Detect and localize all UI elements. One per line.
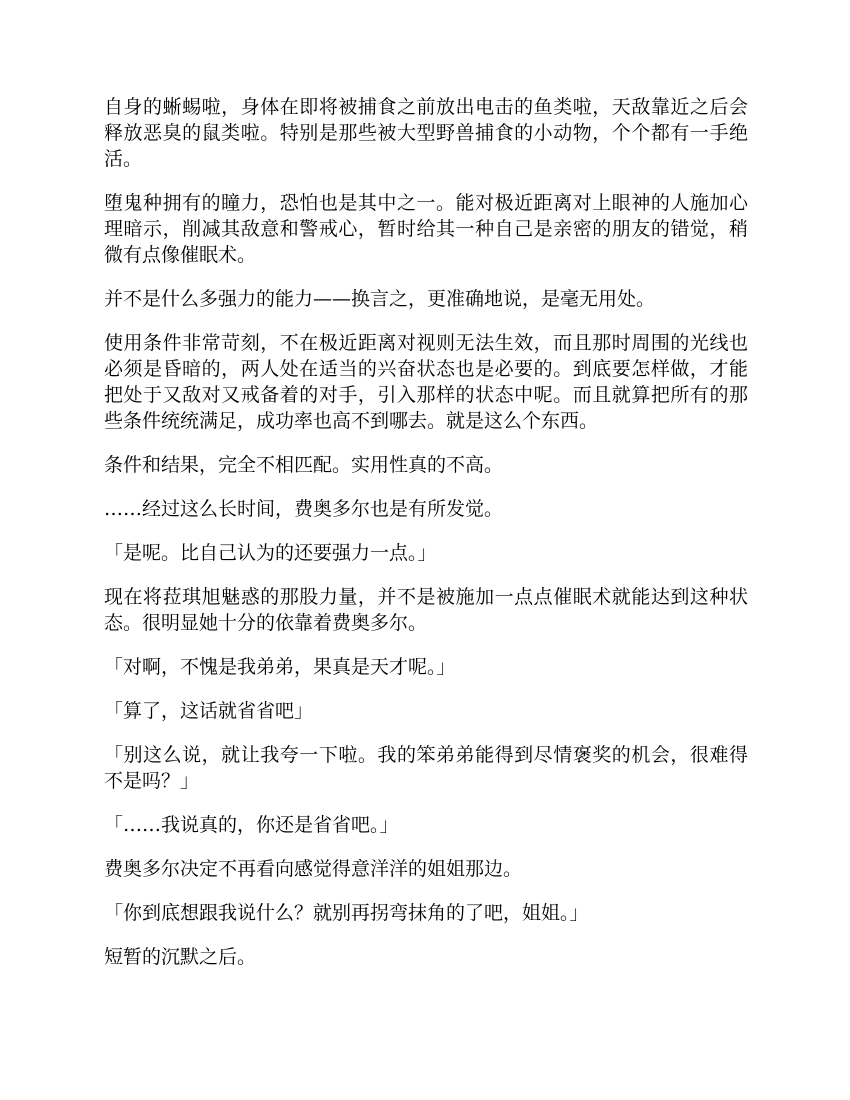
paragraph: 并不是什么多强力的能力——换言之，更准确地说，是毫无用处。: [104, 288, 656, 310]
dialogue-line: 「对啊，不愧是我弟弟，果真是天才呢。」: [104, 656, 456, 678]
dialogue-line: 「别这么说，就让我夸一下啦。我的笨弟弟能得到尽情褒奖的机会，很难得不是吗？」: [104, 744, 748, 792]
paragraph: 自身的蜥蜴啦，身体在即将被捕食之前放出电击的鱼类啦，天敌靠近之后会释放恶臭的鼠类啦。特别是那些被大型野兽捕食的小动物，个个都有一手绝活。: [104, 96, 748, 170]
dialogue-line: 「……我说真的，你还是省省吧。」: [104, 814, 399, 836]
dialogue-line: 「算了，这话就省省吧」: [104, 700, 314, 722]
paragraph: 使用条件非常苛刻，不在极近距离对视则无法生效，而且那时周围的光线也必须是昏暗的，两人处在适当的兴奋状态也是必要的。到底要怎样做，才能把处于又敌对又戒备着的对手，引入那样的状态中呢。而且就算把所有的那些条件统统满足，成功率也高不到哪去。就是这么个东西。: [104, 332, 748, 432]
document-body: [104, 94, 748, 988]
paragraph: 条件和结果，完全不相匹配。实用性真的不高。: [104, 454, 504, 476]
paragraph: 短暂的沉默之后。: [104, 946, 257, 968]
dialogue-line: 「你到底想跟我说什么？就别再拐弯抹角的了吧，姐姐。」: [104, 902, 589, 924]
paragraph: ……经过这么长时间，费奥多尔也是有所发觉。: [104, 498, 504, 520]
paragraph: 堕鬼种拥有的瞳力，恐怕也是其中之一。能对极近距离对上眼神的人施加心理暗示，削减其敌意和警戒心，暂时给其一种自己是亲密的朋友的错觉，稍微有点像催眠术。: [104, 192, 748, 266]
paragraph: 费奥多尔决定不再看向感觉得意洋洋的姐姐那边。: [104, 858, 523, 880]
dialogue-line: 「是呢。比自己认为的还要强力一点。」: [104, 542, 437, 564]
paragraph: 现在将菈琪旭魅惑的那股力量，并不是被施加一点点催眠术就能达到这种状态。很明显她十分的依靠着费奥多尔。: [104, 586, 748, 634]
